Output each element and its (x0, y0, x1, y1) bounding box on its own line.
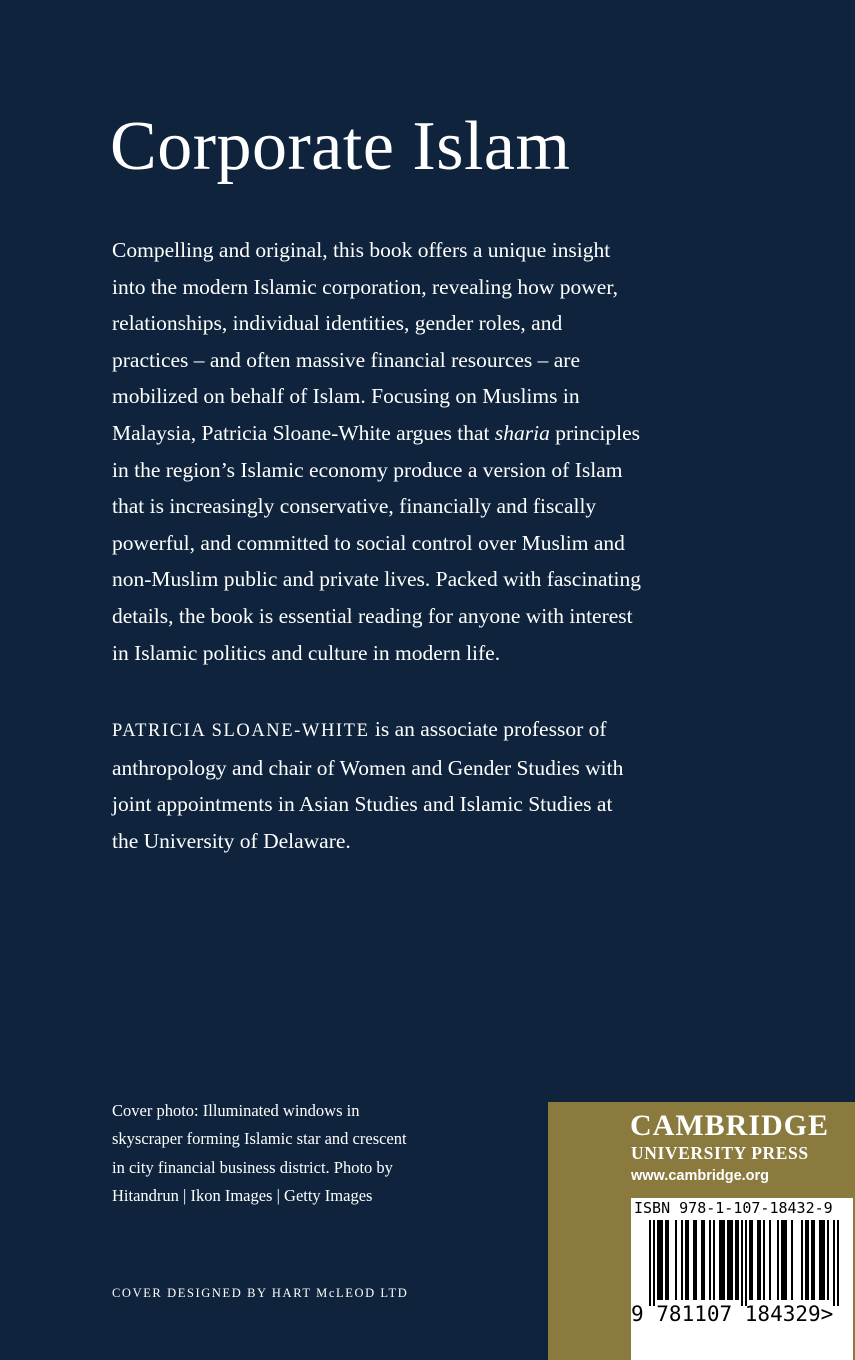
barcode-bar (731, 1220, 733, 1300)
barcode-bar (813, 1220, 815, 1300)
barcode-bar (729, 1220, 731, 1300)
barcode-digits (631, 1302, 833, 1326)
barcode-bar (785, 1220, 787, 1300)
barcode-bar (709, 1220, 711, 1300)
barcode-bar (783, 1220, 785, 1300)
barcode-bar (703, 1220, 705, 1300)
barcode-bar (657, 1220, 659, 1300)
blurb-line: in Islamic politics and culture in modern life. (112, 640, 501, 665)
photo-credit-line: skyscraper forming Islamic star and crescent (112, 1129, 407, 1149)
barcode-number: 9 781107 184329 (631, 1302, 821, 1326)
blurb-line: mobilized on behalf of Islam. Focusing on Muslims in (112, 384, 580, 409)
blurb-line: non-Muslim public and private lives. Packed with fascinating (112, 567, 642, 592)
barcode-bar (819, 1220, 821, 1300)
author-bio-line: joint appointments in Asian Studies and Islamic Studies at (112, 792, 613, 817)
barcode-bar (693, 1220, 695, 1300)
blurb-line: powerful, and committed to social control over Muslim and (112, 530, 625, 555)
author-bio-line: anthropology and chair of Women and Gender Studies with (112, 755, 624, 780)
barcode-bar (807, 1220, 809, 1300)
barcode-bar (837, 1220, 839, 1306)
barcode-bar (757, 1220, 759, 1300)
photo-credit-line: in city financial business district. Photo by (112, 1157, 393, 1177)
barcode-bar (661, 1220, 663, 1300)
isbn-label: ISBN 978-1-107-18432-9 (634, 1199, 833, 1217)
blurb-line (112, 415, 722, 452)
blurb-line: in the region’s Islamic economy produce a version of Islam (112, 457, 623, 482)
book-blurb (112, 232, 722, 671)
barcode-bar (719, 1220, 721, 1300)
barcode-bar (667, 1220, 669, 1300)
barcode-bar (737, 1220, 739, 1300)
barcode-bar (713, 1220, 715, 1300)
barcode-bar (695, 1220, 697, 1300)
blurb-line: into the modern Islamic corporation, revealing how power, (112, 274, 619, 299)
photo-credit (112, 1097, 532, 1211)
barcode-bar (791, 1220, 793, 1300)
barcode-bar (723, 1220, 725, 1300)
publisher-subtitle: UNIVERSITY PRESS (631, 1143, 809, 1163)
blurb-line: details, the book is essential reading for anyone with interest (112, 603, 633, 628)
barcode-bar (675, 1220, 677, 1300)
blurb-text: principles (549, 420, 641, 445)
barcode-bar (741, 1220, 743, 1306)
publisher-url: www.cambridge.org (631, 1168, 770, 1184)
publisher-panel (548, 1102, 855, 1360)
barcode-bar (649, 1220, 651, 1306)
barcode-bar (777, 1220, 779, 1300)
barcode-bar (681, 1220, 683, 1300)
blurb-italic-term: sharia (494, 420, 550, 445)
barcode-bar (653, 1220, 655, 1306)
barcode-bar (687, 1220, 689, 1300)
barcode-bar (665, 1220, 667, 1300)
barcode-bar (735, 1220, 737, 1300)
barcode-bar (833, 1220, 835, 1306)
blurb-line: practices – and often massive financial resources – are (112, 347, 581, 372)
barcode-bar (823, 1220, 825, 1300)
barcode-bar (827, 1220, 829, 1300)
barcode-bar (745, 1220, 747, 1306)
barcode-bar (811, 1220, 813, 1300)
barcode-bar (727, 1220, 729, 1300)
barcode-bar (763, 1220, 765, 1300)
isbn-barcode (631, 1198, 853, 1360)
book-title: Corporate Islam (110, 108, 571, 185)
blurb-line: relationships, individual identities, gender roles, and (112, 311, 563, 336)
barcode-bar (801, 1220, 803, 1300)
blurb-line: Compelling and original, this book offers a unique insight (112, 238, 611, 262)
barcode-bar (751, 1220, 753, 1300)
author-bio-text: is an associate professor of (369, 717, 607, 741)
barcode-bar (685, 1220, 687, 1300)
author-bio-line: the University of Delaware. (112, 828, 351, 853)
author-bio (112, 711, 722, 859)
author-bio-line (112, 711, 722, 750)
barcode-bar (805, 1220, 807, 1300)
barcode-bar (759, 1220, 761, 1300)
barcode-bar (769, 1220, 771, 1300)
cover-designer-credit: COVER DESIGNED BY HART McLEOD LTD (112, 1286, 409, 1300)
barcode-bar (721, 1220, 723, 1300)
publisher-name: CAMBRIDGE (630, 1109, 830, 1142)
author-name: PATRICIA SLOANE-WHITE (112, 721, 370, 741)
barcode-arrow: > (820, 1302, 834, 1326)
photo-credit-line: Hitandrun | Ikon Images | Getty Images (112, 1186, 373, 1206)
barcode-bars (631, 1198, 853, 1360)
barcode-bar (659, 1220, 661, 1300)
barcode-bar (749, 1220, 751, 1300)
barcode-bar (781, 1220, 783, 1300)
barcode-bar (821, 1220, 823, 1300)
photo-credit-line: Cover photo: Illuminated windows in (112, 1101, 360, 1120)
blurb-text: Malaysia, Patricia Sloane-White argues that (112, 420, 495, 445)
barcode-bar (701, 1220, 703, 1300)
blurb-line: that is increasingly conservative, financially and fiscally (112, 494, 597, 519)
